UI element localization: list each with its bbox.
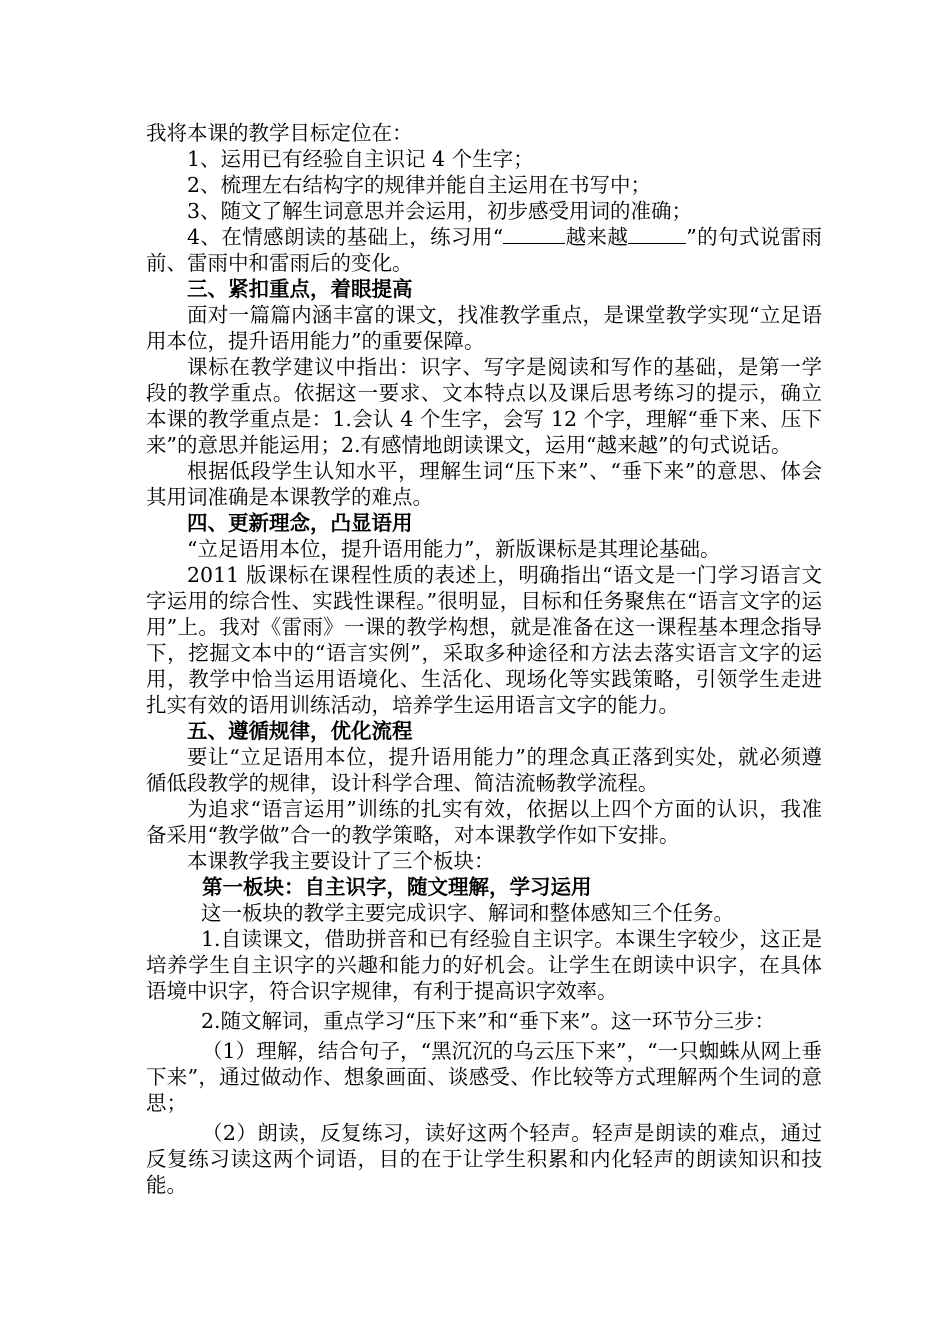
document-page (146, 120, 822, 1198)
goal4-prefix: 4、在情感朗读的基础上，练习用“ (187, 225, 504, 249)
block1-paragraph-5: （2）朗读，反复练习，读好这两个轻声。轻声是朗读的难点，通过反复练习读这两个词语，目的在于让学生积累和内化轻声的朗读知识和技能。 (146, 1121, 822, 1197)
sec4-paragraph-2: 2011 版课标在课程性质的表述上，明确指出“语文是一门学习语言文字运用的综合性、实践性课程。”很明显，目标和任务聚焦在“语言文字的运用”上。我对《雷雨》一课的教学构想，就是准备在这一课程基本理念指导下，挖掘文本中的“语言实例”，采取多种途径和方法去落实语言文字的运用，教学中恰当运用语境化、生活化、现场化等实践策略，引领学生走进扎实有效的语用训练活动，培养学生运用语言文字的能力。 (146, 563, 822, 717)
sec5-paragraph-3: 本课教学我主要设计了三个板块： (187, 849, 495, 873)
sec3-paragraph-3: 根据低段学生认知水平，理解生词“压下来”、“垂下来”的意思、体会其用词准确是本课教学的难点。 (146, 459, 822, 509)
goal-item-2: 2、梳理左右结构字的规律并能自主运用在书写中； (187, 173, 652, 197)
sec5-paragraph-1: 要让“立足语用本位，提升语用能力”的理念真正落到实处，就必须遵循低段教学的规律，设计科学合理、简洁流畅教学流程。 (146, 745, 822, 795)
sec3-paragraph-2: 课标在教学建议中指出：识字、写字是阅读和写作的基础，是第一学段的教学重点。依据这一要求、文本特点以及课后思考练习的提示，确立本课的教学重点是：1.会认 4 个生字，会写 12 个字，理解“垂下来、压下来”的意思并能运用；2.有感情地朗读课文，运用“越来越”的句式说话。 (146, 355, 822, 457)
goal-item-1: 1、运用已有经验自主识记 4 个生字； (187, 147, 534, 171)
block1-paragraph-1: 这一板块的教学主要完成识字、解词和整体感知三个任务。 (201, 901, 734, 925)
goal-item-3: 3、随文了解生词意思并会运用，初步感受用词的准确； (187, 199, 693, 223)
goal4-suffix: ”的句式说雷雨前、雷雨中和雷雨后的变化。 (146, 225, 823, 275)
block1-paragraph-2: 1.自读课文，借助拼音和已有经验自主识字。本课生字较少，这正是培养学生自主识字的兴趣和能力的好机会。让学生在朗读中识字，在具体语境中识字，符合识字规律，有利于提高识字效率。 (146, 927, 822, 1003)
sec3-paragraph-1: 面对一篇篇内涵丰富的课文，找准教学重点，是课堂教学实现“立足语用本位，提升语用能力”的重要保障。 (146, 303, 822, 353)
section-heading-5: 五、遵循规律，优化流程 (187, 719, 413, 743)
block1-heading: 第一板块：自主识字，随文理解，学习运用 (202, 875, 592, 899)
sec4-paragraph-1: “立足语用本位，提升语用能力”，新版课标是其理论基础。 (187, 537, 721, 561)
goal-item-4 (146, 224, 822, 276)
block1-paragraph-3: 2.随文解词，重点学习“压下来”和“垂下来”。这一环节分三步： (201, 1009, 775, 1033)
goal4-middle: 越来越 (565, 225, 629, 249)
section-heading-4: 四、更新理念，凸显语用 (187, 511, 413, 535)
section-heading-3: 三、紧扣重点，着眼提高 (187, 277, 413, 301)
sec5-paragraph-2: 为追求“语言运用”训练的扎实有效，依据以上四个方面的认识，我准备采用“教学做”合一的教学策略，对本课教学作如下安排。 (146, 797, 822, 847)
fill-blank-2 (628, 225, 686, 244)
intro-line: 我将本课的教学目标定位在： (146, 121, 413, 145)
fill-blank-1 (503, 225, 565, 244)
block1-paragraph-4: （1）理解，结合句子，“黑沉沉的乌云压下来”，“一只蜘蛛从网上垂下来”，通过做动作、想象画面、谈感受、作比较等方式理解两个生词的意思； (146, 1039, 822, 1115)
